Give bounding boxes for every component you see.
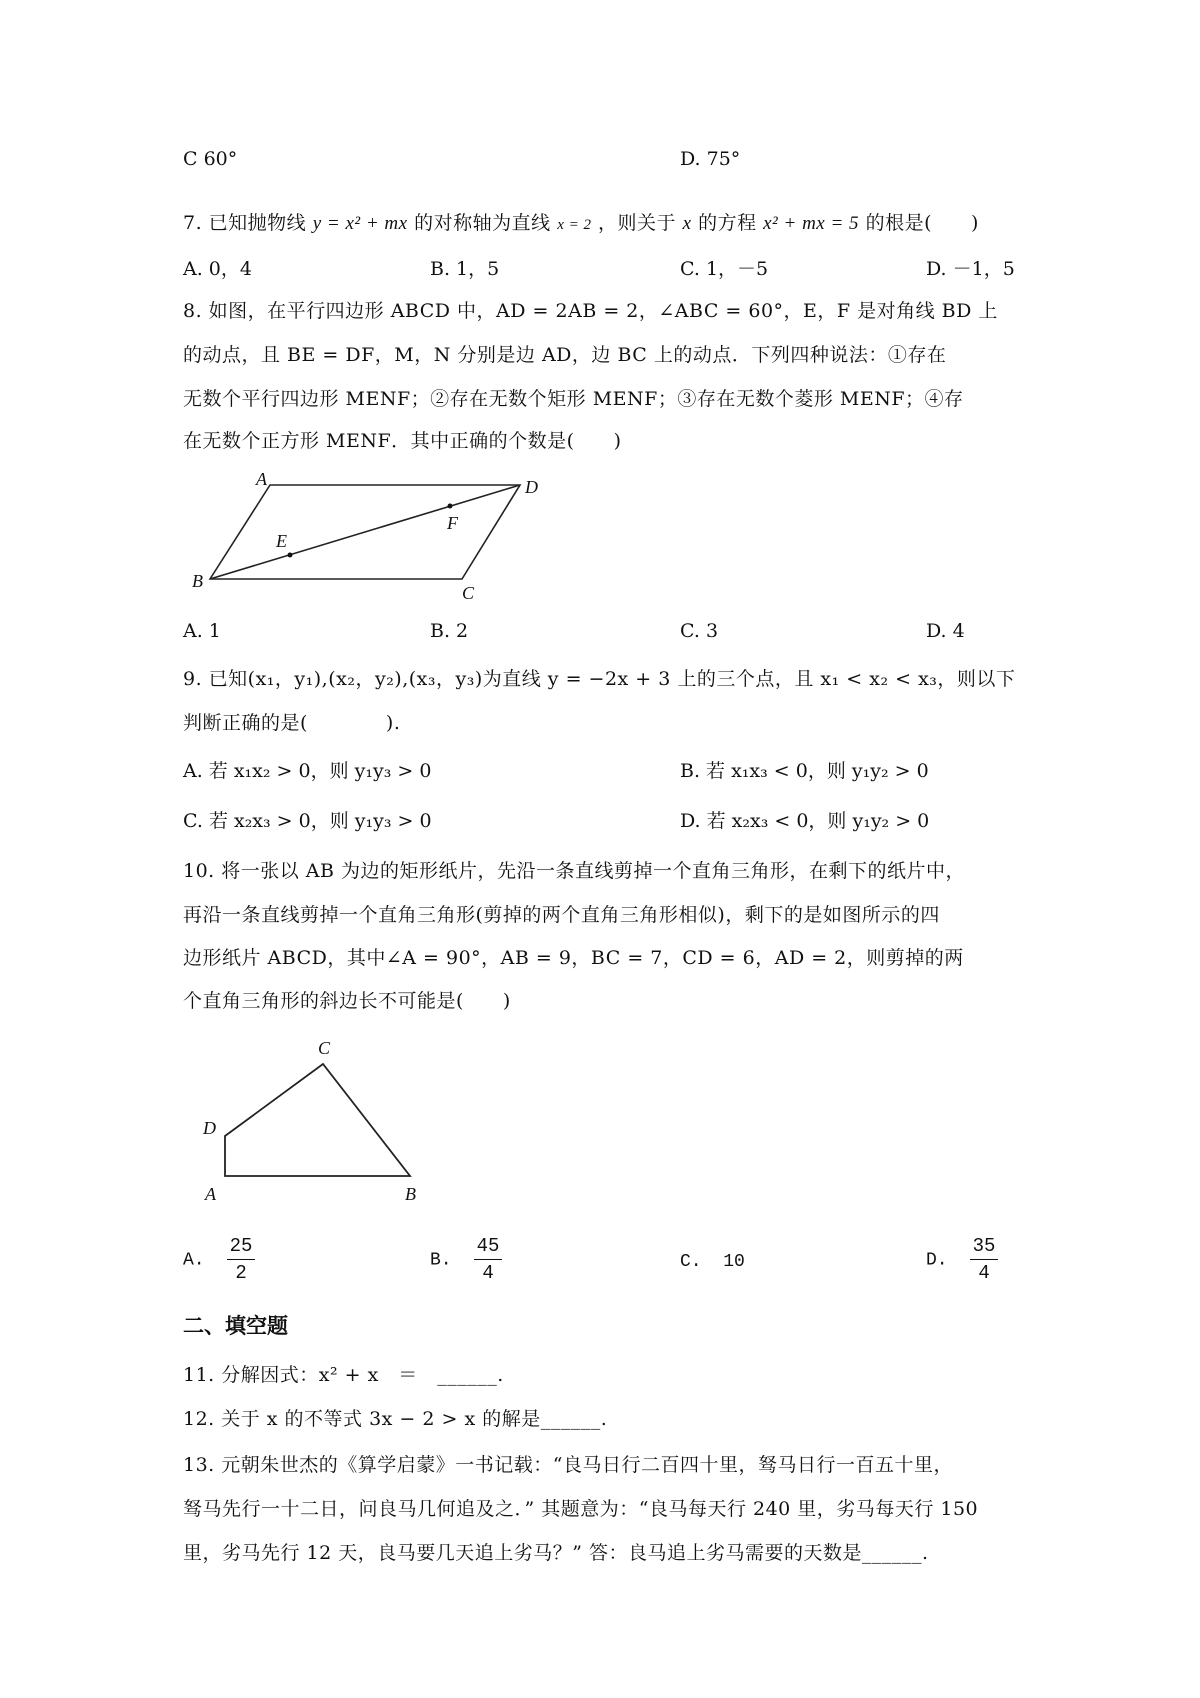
q10-quadrilateral-figure	[195, 1030, 455, 1210]
q7-stem	[183, 208, 979, 235]
q10-option-b-letter: B.	[430, 1250, 452, 1271]
q10-option-b	[430, 1235, 502, 1284]
q7-t5: 的根是( )	[865, 212, 979, 234]
q7-option-a: A. 0，4	[183, 258, 252, 280]
q10-option-c-letter: C.	[680, 1252, 702, 1272]
q10-option-a-num: 25	[227, 1235, 256, 1260]
q10-line-3: 边形纸片 ABCD，其中∠A = 90°，AB = 9，BC = 7，CD = 6，AD = 2，则剪掉的两	[183, 947, 964, 969]
q10-option-d-num: 35	[970, 1235, 999, 1260]
q10-option-a	[183, 1235, 255, 1284]
q10-option-a-fraction	[227, 1235, 256, 1284]
q13-line-3: 里，劣马先行 12 天，良马要几天追上劣马？” 答：良马追上劣马需要的天数是______.	[183, 1542, 929, 1564]
label-d: D	[203, 1118, 216, 1138]
q10-option-a-den: 2	[235, 1262, 247, 1284]
q8-option-b: B. 2	[430, 620, 469, 642]
q10-option-d-fraction	[970, 1235, 999, 1284]
q11: 11. 分解因式：x² + x ＝ ______.	[183, 1364, 504, 1386]
q9-option-c: C. 若 x₂x₃ > 0，则 y₁y₃ > 0	[183, 810, 432, 832]
q8-option-a: A. 1	[183, 620, 221, 642]
q7-option-d: D. －1，5	[926, 258, 1015, 280]
q7-label: 7. 已知抛物线	[183, 212, 307, 234]
q7-option-c: C. 1，－5	[680, 258, 769, 280]
q10-option-b-den: 4	[482, 1262, 494, 1284]
q6-option-d: D. 75°	[680, 148, 741, 170]
q13-line-1: 13. 元朝朱世杰的《算学启蒙》一书记载：“良马日行二百四十里，驽马日行一百五十里，	[183, 1454, 953, 1476]
q10-line-2: 再沿一条直线剪掉一个直角三角形(剪掉的两个直角三角形相似)，剩下的是如图所示的四	[183, 904, 940, 926]
q8-line-1: 8. 如图，在平行四边形 ABCD 中，AD = 2AB = 2，∠ABC = 60°，E，F 是对角线 BD 上	[183, 300, 998, 322]
label-b: B	[192, 571, 203, 591]
q8-line-2: 的动点，且 BE = DF，M，N 分别是边 AD，边 BC 上的动点．下列四种说法：①存在	[183, 344, 947, 366]
q13-line-2: 驽马先行一十二日，问良马几何追及之．” 其题意为：“良马每天行 240 里，劣马每天行 150	[183, 1498, 979, 1520]
q10-option-d	[926, 1235, 998, 1284]
q8-line-3: 无数个平行四边形 MENF；②存在无数个矩形 MENF；③存在无数个菱形 MENF；④存	[183, 388, 964, 410]
label-b: B	[405, 1184, 416, 1204]
diagonal-bd	[210, 485, 520, 579]
q7-eq2: x = 2	[557, 217, 592, 233]
q9-option-a: A. 若 x₁x₂ > 0，则 y₁y₃ > 0	[183, 760, 432, 782]
q7-eq3: x² + mx = 5	[763, 213, 860, 234]
label-e: E	[276, 531, 287, 551]
point-f	[448, 504, 453, 509]
point-e	[288, 553, 293, 558]
q10-option-d-letter: D.	[926, 1250, 948, 1271]
q9-line-1: 9. 已知(x₁，y₁),(x₂，y₂),(x₃，y₃)为直线 y = −2x + 3 上的三个点，且 x₁ < x₂ < x₃，则以下	[183, 668, 1016, 690]
section-title: 二、填空题	[183, 1314, 288, 1338]
q10-line-4: 个直角三角形的斜边长不可能是( )	[183, 990, 511, 1012]
label-a: A	[256, 469, 267, 489]
q8-line-4: 在无数个正方形 MENF．其中正确的个数是( )	[183, 430, 622, 452]
q7-t3: ，则关于	[598, 212, 677, 234]
q10-line-1: 10. 将一张以 AB 为边的矩形纸片，先沿一条直线剪掉一个直角三角形，在剩下的纸片中，	[183, 860, 966, 882]
label-a: A	[205, 1184, 216, 1204]
q9-line-2: 判断正确的是( ).	[183, 712, 401, 734]
q7-t4: 的方程	[698, 212, 757, 234]
q7-option-b: B. 1，5	[430, 258, 500, 280]
q10-option-a-letter: A.	[183, 1250, 205, 1271]
label-c: C	[462, 583, 475, 603]
q10-option-c-value: 10	[723, 1252, 745, 1272]
q10-option-d-den: 4	[978, 1262, 990, 1284]
q8-option-d: D. 4	[926, 620, 965, 642]
q12: 12. 关于 x 的不等式 3x − 2 > x 的解是______.	[183, 1408, 608, 1430]
q8-option-c: C. 3	[680, 620, 719, 642]
label-f: F	[447, 513, 458, 533]
q7-t2: 的对称轴为直线	[414, 212, 551, 234]
q7-var: x	[682, 213, 692, 234]
label-d: D	[525, 477, 538, 497]
q8-parallelogram-figure	[180, 465, 560, 605]
q9-option-d: D. 若 x₂x₃ < 0，则 y₁y₂ > 0	[680, 810, 930, 832]
label-c: C	[318, 1038, 331, 1058]
q6-option-c: C 60°	[183, 148, 238, 170]
quadrilateral-abcd	[225, 1064, 410, 1176]
q7-eq1: y = x² + mx	[312, 213, 408, 234]
q10-option-b-fraction	[474, 1235, 503, 1284]
q9-option-b: B. 若 x₁x₃ < 0，则 y₁y₂ > 0	[680, 760, 929, 782]
q10-option-b-num: 45	[474, 1235, 503, 1260]
q10-option-c	[680, 1252, 745, 1272]
